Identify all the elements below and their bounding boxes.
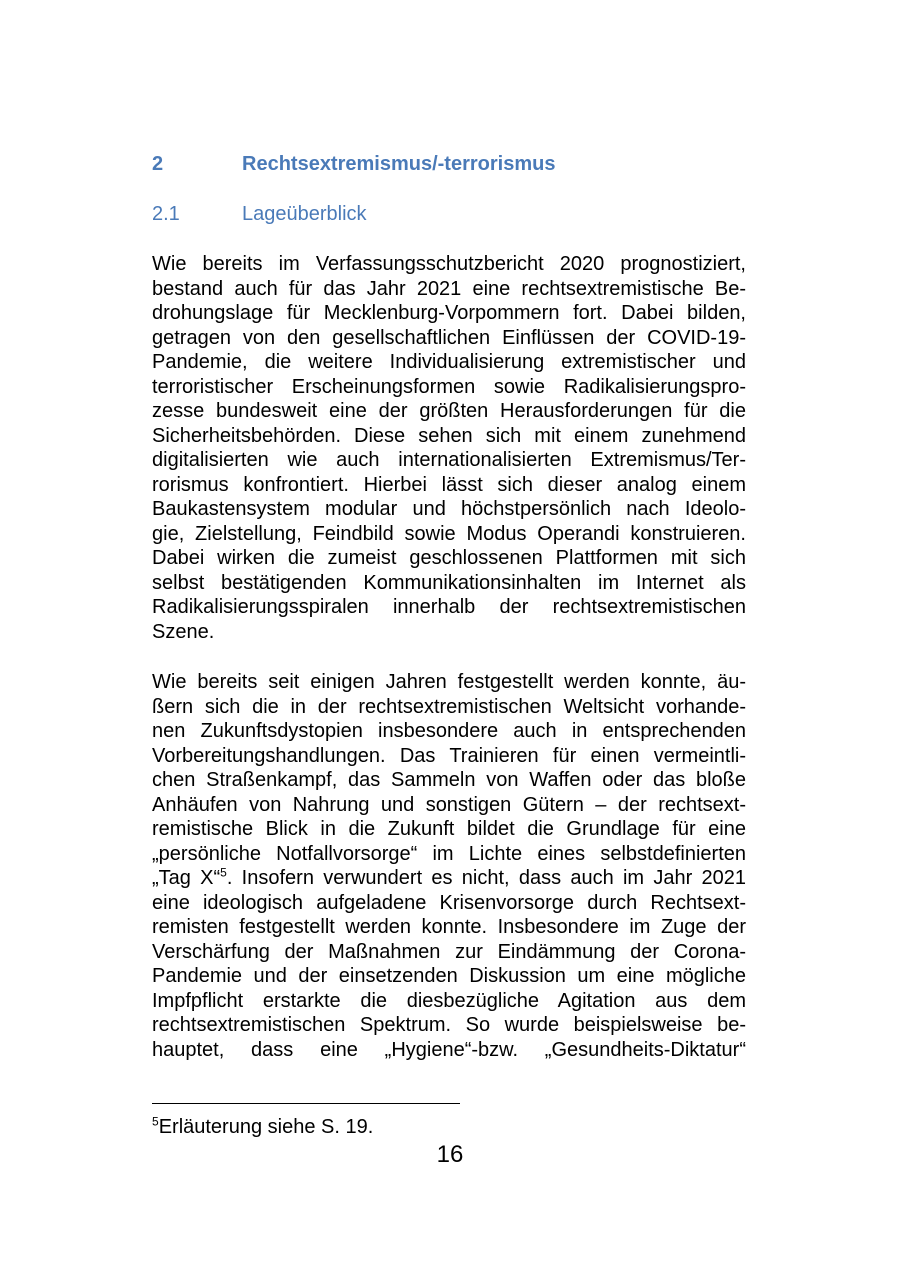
paragraph-line: Pandemie und der einsetzenden Diskussion um eine mögliche (152, 965, 746, 987)
body-paragraph-2 (152, 670, 746, 1062)
paragraph-line: Sicherheitsbehörden. Diese sehen sich mit einem zunehmend (152, 424, 746, 447)
line-continuation: . Insofern verwundert es nicht, dass auch im Jahr 2021 (226, 867, 746, 889)
paragraph-line: getragen von den gesellschaftlichen Einflüssen der COVID-19- (152, 326, 746, 349)
paragraph-line: selbst bestätigenden Kommunikationsinhalten im Internet als (152, 571, 746, 594)
footnote-text: Erläuterung siehe S. 19. (158, 1116, 374, 1138)
paragraph-line-with-footnote (152, 866, 746, 891)
paragraph-line: remistische Blick in die Zukunft bildet die Grundlage für eine (152, 818, 746, 840)
paragraph-line: chen Straßenkampf, das Sammeln von Waffen oder das bloße (152, 769, 746, 791)
paragraph-line: rorismus konfrontiert. Hierbei lässt sich dieser analog einem (152, 473, 746, 496)
paragraph-line: Baukastensystem modular und höchstpersönlich nach Ideolo- (152, 498, 746, 520)
footnote (152, 1115, 373, 1139)
section-number: 2 (152, 153, 164, 175)
paragraph-line: Radikalisierungsspiralen innerhalb der rechtsextremistischen (152, 596, 746, 618)
paragraph-line: remisten festgestellt werden konnte. Insbesondere im Zuge der (152, 916, 746, 938)
subsection-title: Lageüberblick (242, 203, 367, 225)
paragraph-line: ßern sich die in der rechtsextremistischen Weltsicht vorhande- (152, 695, 746, 718)
paragraph-line: zesse bundesweit eine der größten Herausforderungen für die (152, 400, 746, 422)
body-paragraph-1 (152, 252, 746, 644)
paragraph-line: Pandemie, die weitere Individualisierung extremistischer und (152, 351, 746, 373)
paragraph-line: bestand auch für das Jahr 2021 eine rechtsextremistische Be- (152, 277, 746, 300)
subsection-number: 2.1 (152, 203, 180, 225)
paragraph-line: rechtsextremistischen Spektrum. So wurde beispielsweise be- (152, 1014, 746, 1036)
paragraph-line: Wie bereits seit einigen Jahren festgestellt werden konnte, äu- (152, 671, 746, 693)
paragraph-line: eine ideologisch aufgeladene Krisenvorsorge durch Rechtsext- (152, 891, 746, 914)
footnote-number: 5 (152, 1114, 159, 1129)
paragraph-line: Impfpflicht erstarkte die diesbezügliche Agitation aus dem (152, 989, 746, 1012)
paragraph-line: Vorbereitungshandlungen. Das Trainieren für einen vermeintli- (152, 744, 746, 767)
paragraph-line: Wie bereits im Verfassungsschutzbericht 2020 prognostiziert, (152, 253, 746, 275)
paragraph-line: terroristischer Erscheinungsformen sowie Radikalisierungspro- (152, 375, 746, 398)
paragraph-line: Szene. (152, 620, 215, 643)
section-heading (152, 152, 752, 176)
paragraph-line: digitalisierten wie auch internationalisierten Extremismus/Ter- (152, 449, 746, 471)
footnote-reference[interactable]: 5 (220, 865, 227, 880)
paragraph-line: hauptet, dass eine „Hygiene“-bzw. „Gesundheits-Diktatur“ (152, 1038, 746, 1061)
footnote-divider (152, 1103, 460, 1104)
tag-x-text: „Tag X“ (152, 867, 221, 889)
paragraph-line: drohungslage für Mecklenburg-Vorpommern fort. Dabei bilden, (152, 302, 746, 324)
paragraph-line: „persönliche Notfallvorsorge“ im Lichte eines selbstdefinierten (152, 842, 746, 865)
section-title: Rechtsextremismus/-terrorismus (242, 153, 556, 175)
paragraph-line: Dabei wirken die zumeist geschlossenen Plattformen mit sich (152, 547, 746, 569)
subsection-heading (152, 202, 752, 226)
page-number: 16 (436, 1141, 464, 1168)
paragraph-line: Verschärfung der Maßnahmen zur Eindämmung der Corona- (152, 940, 746, 963)
paragraph-line: gie, Zielstellung, Feindbild sowie Modus Operandi konstruieren. (152, 522, 746, 545)
paragraph-line: Anhäufen von Nahrung und sonstigen Gütern – der rechtsext- (152, 793, 746, 816)
paragraph-line: nen Zukunftsdystopien insbesondere auch in entsprechenden (152, 720, 746, 742)
